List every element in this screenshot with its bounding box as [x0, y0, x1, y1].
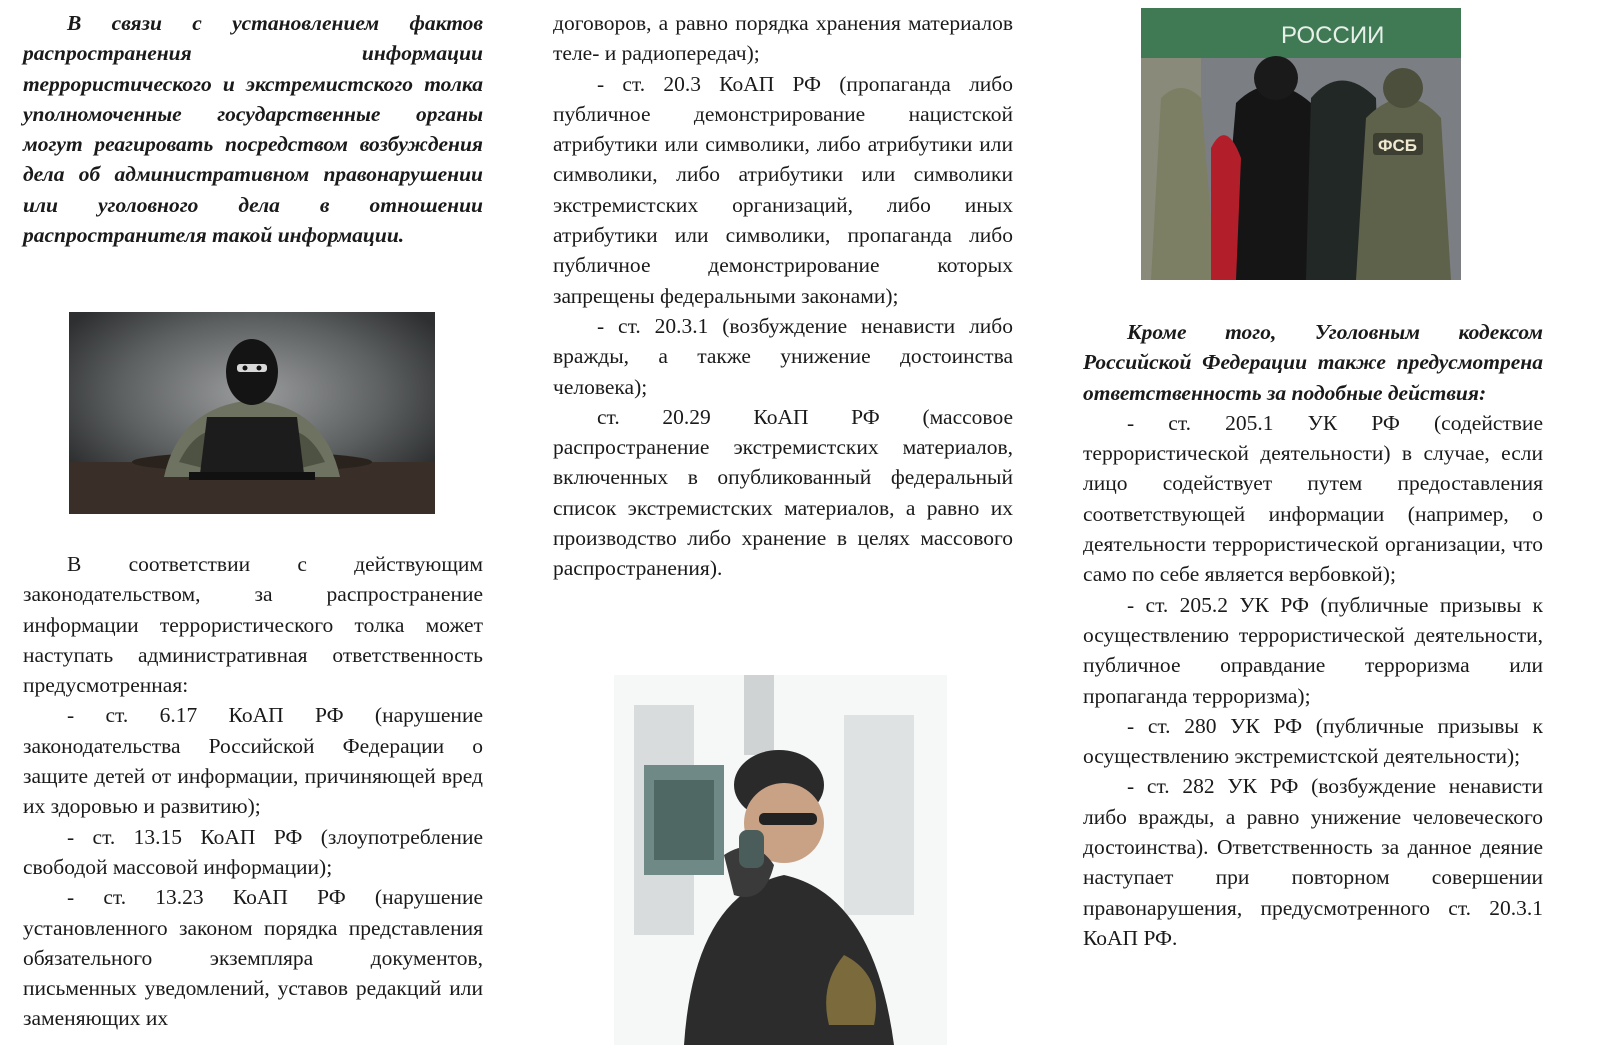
column-right: [1083, 317, 1543, 953]
arrest-photo: [1141, 8, 1461, 280]
phone-caller-illustration: [614, 675, 947, 1045]
column-left: [23, 8, 483, 250]
intro-paragraph: В соответствии с действующим законодательством, за распространение информации террористического толка может наступать административная ответственность предусмотренная:: [23, 552, 483, 698]
list-item: - ст. 20.3 КоАП РФ (пропаганда либо публичное демонстрирование нацистской атрибутики или символики, либо атрибутики или символики, либо атрибутики или символики экстремистских организаций, либо иных атрибутики или символики, пропаганда либо публичное демонстрирование которых запрещены федеральными законами);: [553, 71, 1013, 308]
continuation-paragraph: договоров, а равно порядка хранения материалов теле- и радиопередач);: [553, 11, 1013, 66]
lead-paragraph: В связи с установлением фактов распространения информации террористического и экстремистского толка уполномоченные государственные органы могут реагировать посредством возбуждения дела об административном правонарушении или уголовного дела в отношении распространителя такой информации.: [23, 11, 483, 248]
column-left-body: [23, 549, 483, 1034]
list-item: - ст. 205.1 УК РФ (содействие террористической деятельности) в случае, если лицо содействует путем предоставления соответствующей информации (например, о деятельности террористической организации, что само по себе является вербовкой);: [1083, 410, 1543, 587]
lead-paragraph: Кроме того, Уголовным кодексом Российской Федерации также предусмотрена ответственность за подобные действия:: [1083, 320, 1543, 405]
patch-text: ФСБ: [1378, 136, 1418, 155]
list-item: - ст. 282 УК РФ (возбуждение ненависти либо вражды, а равно унижение человеческого достоинства). Ответственность за данное деяние наступает при повторном совершении правонарушения, предусмотренного ст. 20.3.1 КоАП РФ.: [1083, 774, 1543, 950]
list-item: - ст. 13.15 КоАП РФ (злоупотребление свободой массовой информации);: [23, 824, 483, 879]
list-item: - ст. 280 УК РФ (публичные призывы к осуществлению экстремистской деятельности);: [1083, 713, 1543, 769]
list-item: - ст. 20.3.1 (возбуждение ненависти либо вражды, а также унижение достоинства человека);: [553, 313, 1013, 399]
list-item: - ст. 13.23 КоАП РФ (нарушение установленного законом порядка представления обязательного экземпляра документов, письменных уведомлений, уставов редакций или заменяющих их: [23, 885, 483, 1031]
sign-text: РОССИИ: [1281, 22, 1385, 49]
list-item: - ст. 205.2 УК РФ (публичные призывы к осуществлению террористической деятельности, публичное оправдание терроризма или пропаганда терроризма);: [1083, 592, 1543, 708]
column-middle: [553, 8, 1013, 584]
list-item: - ст. 6.17 КоАП РФ (нарушение законодательства Российской Федерации о защите детей от информации, причиняющей вред их здоровью и развитию);: [23, 703, 483, 819]
list-item: ст. 20.29 КоАП РФ (массовое распространение экстремистских материалов, включенных в опубликованный федеральный список экстремистских материалов, а равно их производство либо хранение в целях массового распространения).: [553, 404, 1013, 581]
hacker-photo: [69, 312, 435, 514]
